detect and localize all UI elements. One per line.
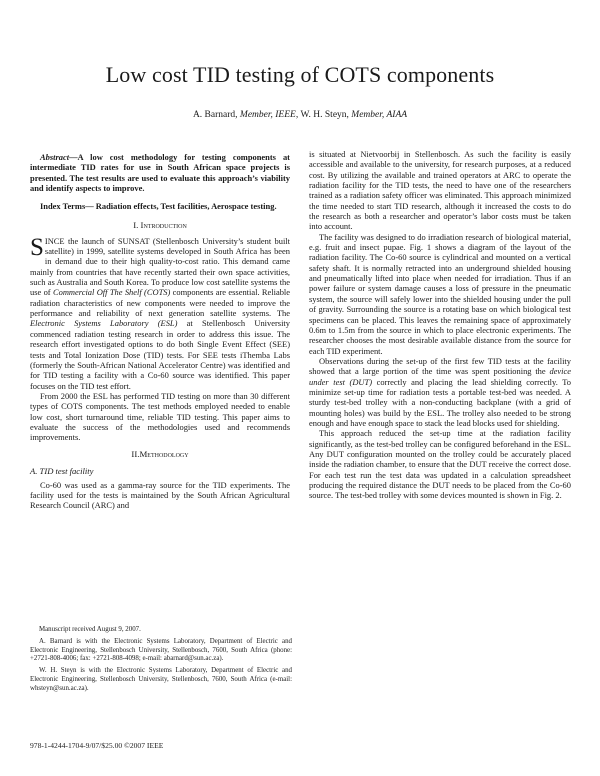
abstract-label: Abstract [40, 152, 70, 162]
section-heading-introduction: I. Introduction [133, 219, 187, 230]
right-column [309, 149, 571, 501]
abstract [30, 152, 290, 193]
index-terms-label: Index Terms [40, 201, 86, 212]
right-paragraph-4: This approach reduced the set-up time at the radiation facility significantly, as the test-bed trolley can be configured beforehand in the ESL. Any DUT configuration mounted on the trolley could be accurately placed inside the radiation chamber, to ensure that the DUT receive the correct dose. For each test run the test data was updated in a calculation spreadsheet producing the required distance the DUT needs to be placed from the Co-60 source. The test-bed trolley with some devices mounted is shown in Fig. 2. [309, 428, 571, 501]
author-line [0, 109, 600, 121]
drop-cap: S [30, 233, 44, 261]
intro-paragraph-2: From 2000 the ESL has performed TID testing on more than 30 different types of COTS components. The test methods employed needed to enable low cost, short turnaround time, reliable TID testing. This paper aims to evaluate the success of the methodologies used and recommends improvements. [30, 390, 290, 443]
right-paragraph-1: is situated at Nietvoorbij in Stellenbosch. As such the facility is easily accessible and available to the university, for research purposes, at a reduced cost. By utilizing the available and trained operators at ARC to operate the radiation facility for the TID tests, the need to have one of the researchers trained as a radiation safety officer was eliminated. This approach minimized the time needed to start TID research, although it increased the costs to do the research as both a researcher and operator’s labor costs must be taken into account. [309, 149, 571, 232]
index-terms [30, 201, 290, 211]
footnotes [30, 626, 292, 697]
left-column [30, 152, 290, 511]
index-terms-text: — Radiation effects, Test facilities, Aerospace testing. [85, 201, 277, 212]
intro-paragraph-1: SINCE the launch of SUNSAT (Stellenbosch University’s student built satellite) in 1999, satellite systems developed in South Africa has been in demand due to their high quality-to-cost ratio. This demand came mainly from countries that have recently started their own space activities, such as Australia and South Korea. To produce low cost satellite systems the use of Commercial Off The Shelf (COTS) components are essential. Reliable radiation characteristics of new components were needed to improve the performance and reliability of next generation satellite systems. The Electronic Systems Laboratory (ESL) at Stellenbosch University commenced radiation testing research in order to address this issue. The research effort investigated options to do both Single Event Effect (SEE) tests and Total Ionization Dose (TID) tests. For SEE tests iThemba Labs (formerly the South-African National Accelerator Centre) was identified and for TID testing a facility with a Co-60 source was identified. This paper focuses on the TID test effort. [30, 233, 291, 391]
author-membership: Member, IEEE, [239, 110, 299, 120]
author-name: A. Barnard, [192, 110, 238, 120]
footnote: A. Barnard is with the Electronic Systems Laboratory, Department of Electric and Electronic Engineering, Stellenbosch University, Stellenbosch, 7600, South Africa (phone: +2721-808-4006; fax: +2721-808-4098; e-mail: abarnard@sun.ac.za). [30, 637, 292, 663]
copyright-footer: 978-1-4244-1704-9/07/$25.00 ©2007 IEEE [30, 741, 164, 750]
paper-title: Low cost TID testing of COTS components [105, 62, 495, 87]
author-name: W. H. Steyn, [300, 110, 349, 120]
footnote: Manuscript received August 9, 2007. [39, 626, 141, 633]
section-heading-methodology: II.Methodology [131, 448, 189, 459]
method-paragraph-1: Co-60 was used as a gamma-ray source for the TID experiments. The facility used for the tests is maintained by the South African Agricultural Research Council (ARC) and [30, 479, 290, 511]
right-paragraph-3: Observations during the set-up of the first few TID tests at the facility showed that a large portion of the time was spent positioning the device under test (DUT) correctly and placing the lead shielding correctly. To minimize set-up time for radiation tests a portable test-bed was needed. A sturdy test-bed trolley with a non-conducting backplane (with a grid of mounting holes) was build by the ESL. The trolley also needed to be strong enough and have enough space to stack the lead blocks used for shielding. [309, 355, 571, 428]
subsection-heading: A. TID test facility [30, 465, 94, 476]
footnote: W. H. Steyn is with the Electronic Systems Laboratory, Department of Electric and Electronic Engineering, Stellenbosch University, Stellenbosch, 7600, South Africa (e-mail: whsteyn@sun.ac.za). [30, 667, 292, 692]
abstract-text: —A low cost methodology for testing components at intermediate TID rates for use in South African space projects is presented. The test results are used to evaluate this approach’s viability and identify aspects to improve. [30, 152, 290, 194]
author-membership: Member, AIAA [351, 110, 408, 120]
right-paragraph-2: The facility was designed to do irradiation research of biological material, e.g. fruit and insect pupae. Fig. 1 shows a diagram of the layout of the radiation facility. The Co-60 source is cylindrical and mounted on a vertical safety shaft. It is normally retracted into an underground shielded housing and pneumatically lifted into place when needed for irradiation. Thus if an power failure or system damage causes a loss of pressure in the pneumatic system, the source will safely lower into the shielded housing under the pull of gravity. Surrounding the source is a rotating base on which biological test specimens can be placed. This leaves the remaining space of approximately 0.6m to 1.5m from the source in which to place electronic experiments. The researcher chooses the most desirable available distance from the source for each TID experiment. [309, 231, 571, 356]
